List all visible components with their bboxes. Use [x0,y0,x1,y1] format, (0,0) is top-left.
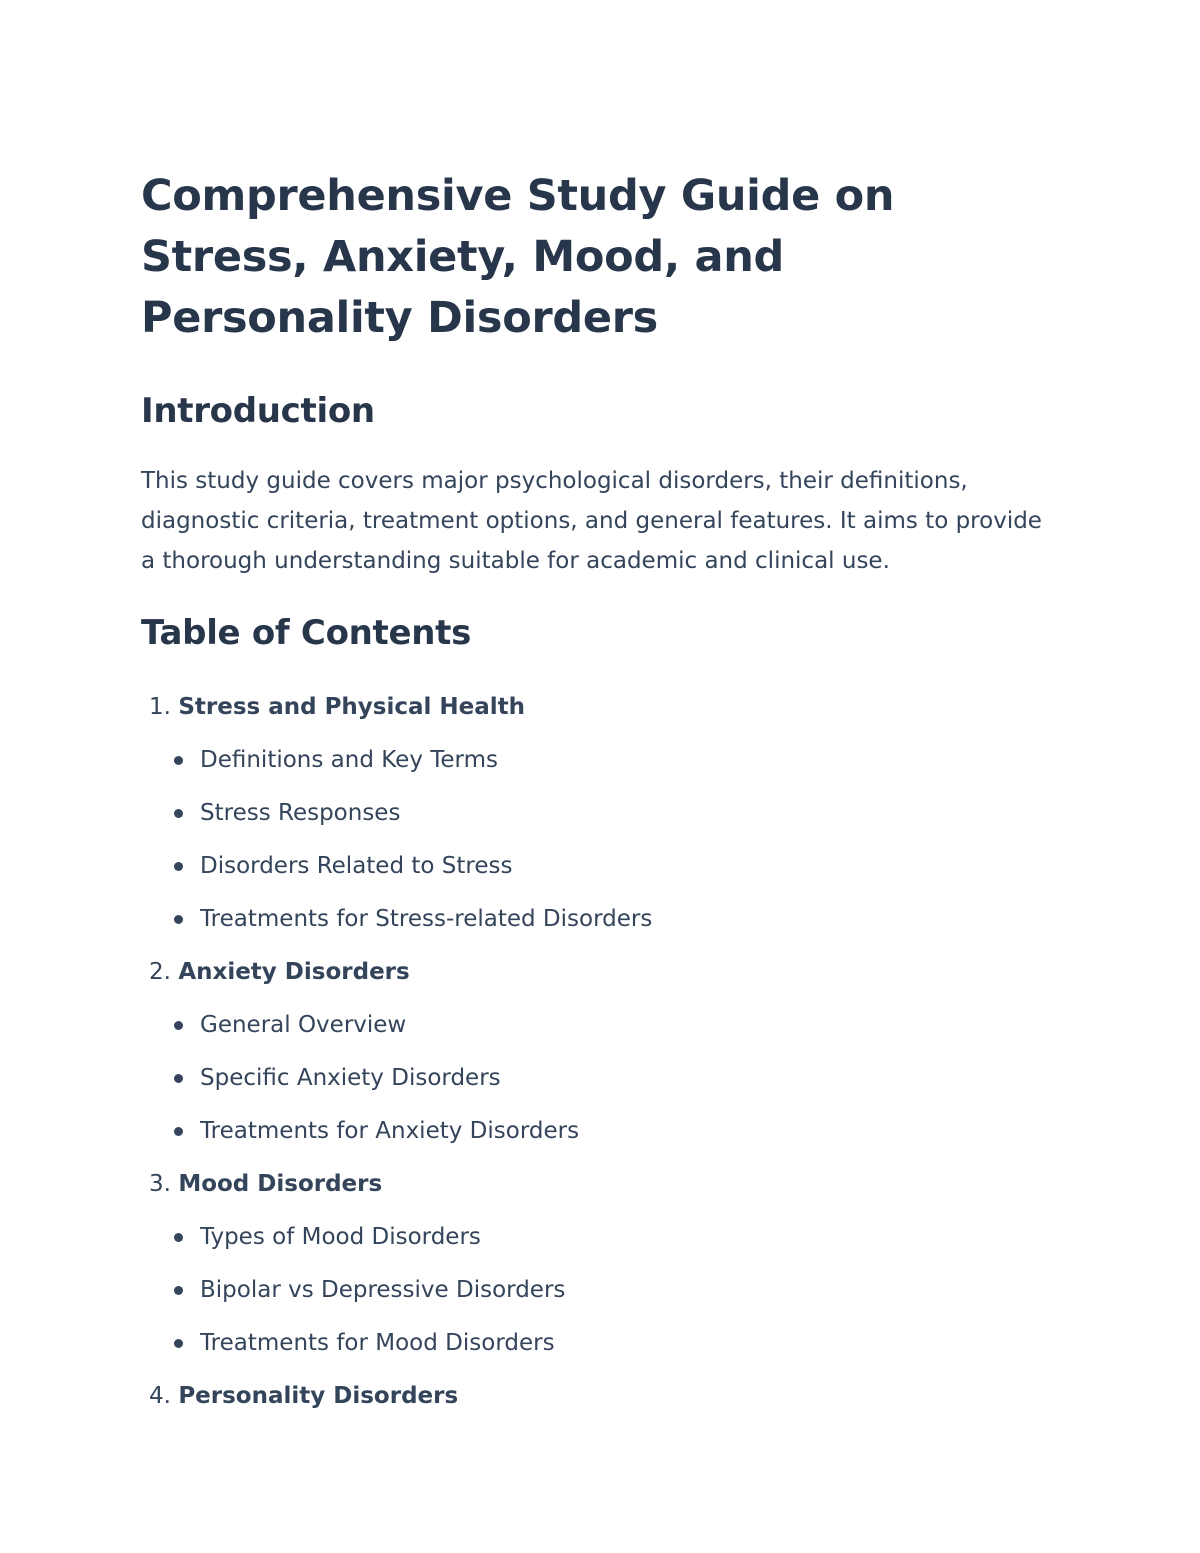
toc-subsection-label: Disorders Related to Stress [200,853,513,879]
toc-subsection-item [171,1317,1050,1370]
toc-subsection-label: Bipolar vs Depressive Disorders [200,1277,566,1303]
toc-section-mood [141,1158,1050,1370]
toc-subsection-item [171,1264,1050,1317]
toc-section-number: 1. [149,694,171,720]
toc-subsection-label: Treatments for Stress-related Disorders [200,906,653,932]
bullet-icon [174,1233,183,1242]
toc-section-anxiety [141,946,1050,1158]
toc-subsection-item [171,734,1050,787]
toc-subsection-list [141,999,1050,1158]
bullet-icon [174,1339,183,1348]
toc-section-label: Stress and Physical Health [178,694,526,720]
toc-subsection-item [171,1211,1050,1264]
toc-subsection-label: Specific Anxiety Disorders [200,1065,501,1091]
toc-subsection-label: Treatments for Anxiety Disorders [200,1118,580,1144]
toc-section-stress [141,681,1050,946]
toc-subsection-label: General Overview [200,1012,407,1038]
bullet-icon [174,1286,183,1295]
toc-subsection-list [141,734,1050,946]
introduction-heading: Introduction [141,391,375,431]
toc-section-number: 3. [149,1171,171,1197]
introduction-text: This study guide covers major psychological disorders, their definitions, diagnostic criteria, treatment options, and general features. It aims to provide a thorough understanding suitable for academic and clinical use. [141,468,1042,574]
bullet-icon [174,1021,183,1030]
toc-subsection-list [141,1211,1050,1370]
toc-section-title [141,1370,1050,1423]
bullet-icon [174,862,183,871]
toc-section-title [141,946,1050,999]
toc-subsection-item [171,893,1050,946]
toc-section-title [141,1158,1050,1211]
toc-subsection-label: Definitions and Key Terms [200,747,498,773]
table-of-contents [141,681,1050,1423]
bullet-icon [174,1074,183,1083]
toc-section-title [141,681,1050,734]
toc-subsection-item [171,787,1050,840]
toc-section-number: 4. [149,1383,171,1409]
bullet-icon [174,1127,183,1136]
bullet-icon [174,809,183,818]
toc-subsection-item [171,1052,1050,1105]
toc-subsection-label: Types of Mood Disorders [200,1224,481,1250]
toc-section-label: Mood Disorders [178,1171,383,1197]
document-title: Comprehensive Study Guide on Stress, Anxiety, Mood, and Personality Disorders [141,171,895,343]
table-of-contents-heading: Table of Contents [141,613,472,653]
toc-subsection-item [171,1105,1050,1158]
toc-section-personality [141,1370,1050,1423]
toc-subsection-label: Stress Responses [200,800,401,826]
toc-subsection-label: Treatments for Mood Disorders [200,1330,555,1356]
toc-section-label: Personality Disorders [178,1383,459,1409]
toc-subsection-item [171,999,1050,1052]
toc-section-number: 2. [149,959,171,985]
bullet-icon [174,915,183,924]
toc-subsection-item [171,840,1050,893]
bullet-icon [174,756,183,765]
toc-section-label: Anxiety Disorders [178,959,410,985]
